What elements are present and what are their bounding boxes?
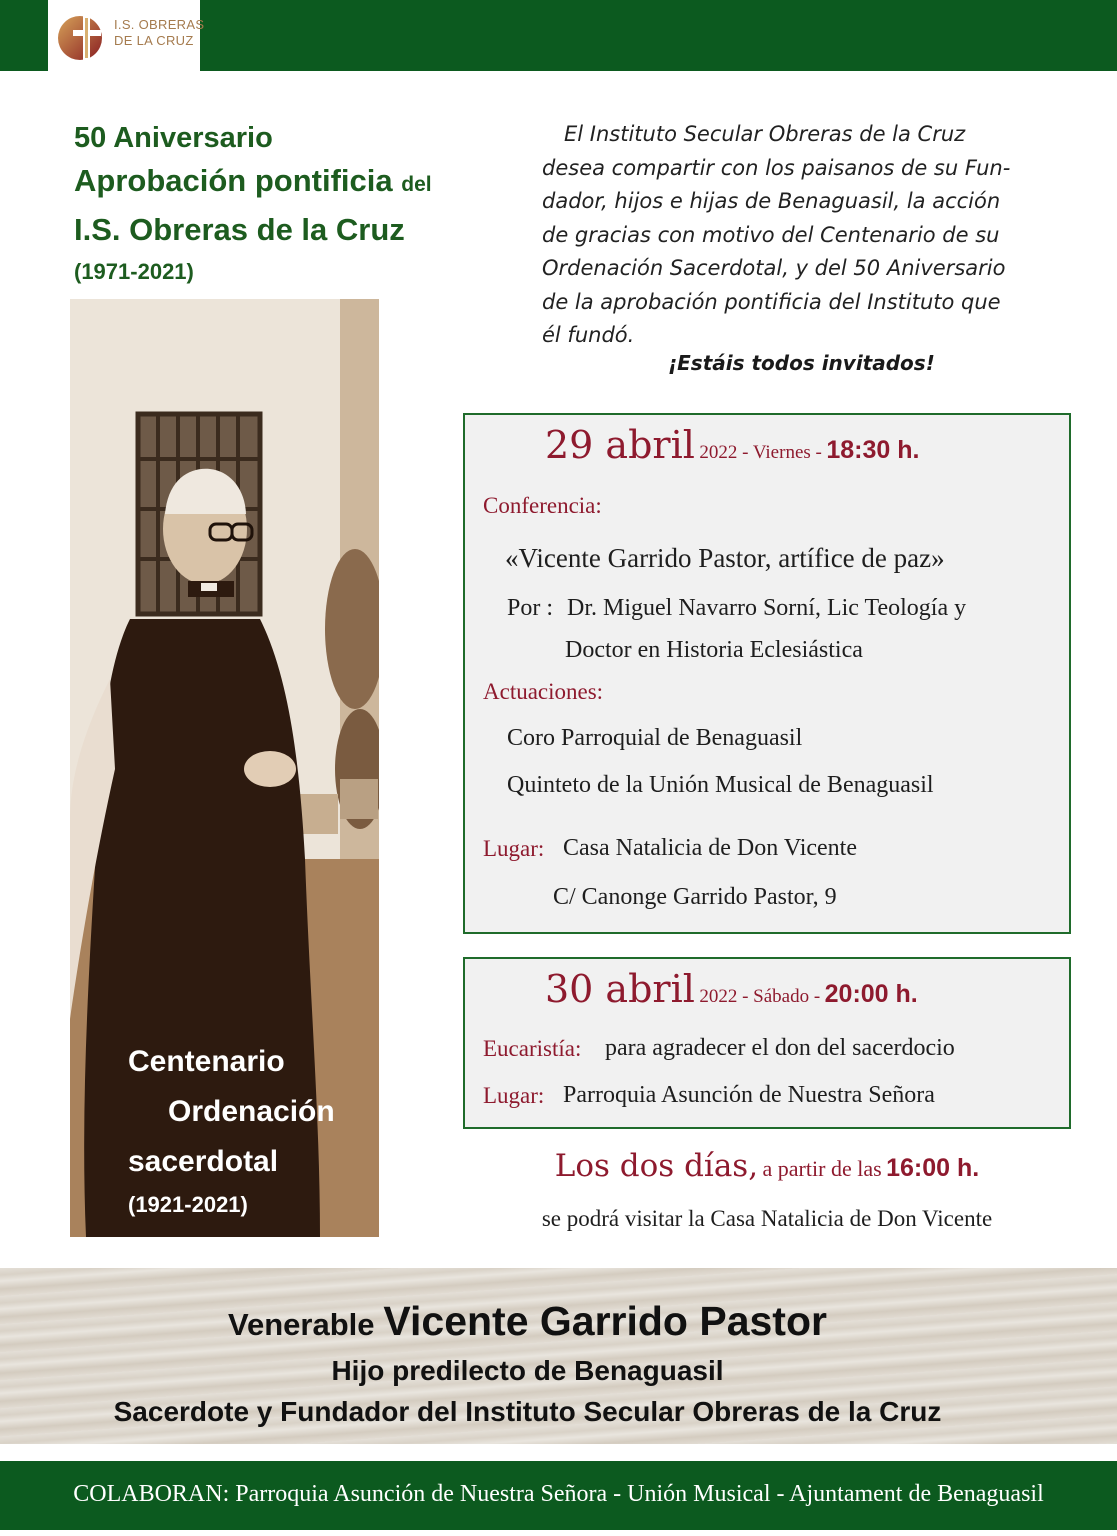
event2-detail: 2022 - Sábado - [699,986,821,1007]
event1-time: 18:30 h. [826,436,920,464]
logo-text [114,17,204,49]
conference-label: Conferencia: [483,493,602,518]
intro-line: El Instituto Secular Obreras de la Cruz [564,122,966,146]
heading-line-3: I.S. Obreras de la Cruz [74,212,405,247]
intro-line: desea compartir con los paisanos de su Fun- [542,155,1011,180]
cross-logo-icon [54,8,110,64]
event2-date-line [545,967,918,1011]
venerable-name: Vicente Garrido Pastor [383,1298,827,1344]
event1-detail: 2022 - Viernes - [699,442,822,463]
performance-1: Coro Parroquial de Benaguasil [507,725,803,751]
collaborators-text: COLABORAN: Parroquia Asunción de Nuestra Señora - Unión Musical - Ajuntament de Benaguasil [73,1481,1044,1507]
venerable-title [0,1298,1055,1345]
event-box-april-30 [463,957,1071,1129]
speaker-label: Por : [507,595,554,621]
visit-text: se podrá visitar la Casa Natalicia de Don Vicente [541,1206,993,1231]
heading-line-2-small: del [401,173,432,196]
intro-line: de gracias con motivo del Centenario de su [542,222,1000,247]
performances-label: Actuaciones: [483,679,604,704]
both-days-time: 16:00 h. [886,1154,980,1182]
logo [48,0,205,71]
performance-2: Quinteto de la Unión Musical de Benaguasil [507,772,934,798]
centenary-caption [128,1037,335,1223]
heading-years: (1971-2021) [74,259,194,284]
eucharist-text: para agradecer el don del sacerdocio [605,1035,955,1061]
logo-line-1: I.S. OBRERAS [114,17,205,32]
caption-line-2: Ordenación [168,1095,335,1128]
heading-line-2-main: Aprobación pontificia [74,163,393,198]
event1-date-line [545,423,919,467]
venerable-prefix: Venerable [228,1307,375,1342]
heading-line-2 [74,158,432,208]
both-days-small: a partir de las [762,1156,882,1181]
event2-time: 20:00 h. [824,980,918,1008]
both-days-big: Los dos días, [554,1148,759,1184]
anniversary-heading [74,118,432,292]
caption-line-3: sacerdotal [128,1145,279,1178]
intro-paragraph [542,118,1072,353]
event2-place-label: Lugar: [483,1083,545,1108]
speaker-line-1: Dr. Miguel Navarro Sorní, Lic Teología y [567,595,967,621]
heading-line-1: 50 Aniversario [74,122,273,154]
intro-line: de la aprobación pontificia del Instituto que [542,289,1001,314]
intro-line: dador, hijos e hijas de Benaguasil, la acción [542,189,1001,213]
event2-date: 30 abril [545,967,695,1011]
both-days-line [463,1148,1071,1184]
event1-place-2: C/ Canonge Garrido Pastor, 9 [553,884,837,910]
venerable-line-3: Sacerdote y Fundador del Instituto Secular Obreras de la Cruz [113,1396,942,1427]
event1-place-label: Lugar: [483,836,545,861]
invite-text: ¡Estáis todos invitados! [668,351,935,375]
event1-place-1: Casa Natalicia de Don Vicente [563,835,857,861]
event-box-april-29 [463,413,1071,934]
caption-years: (1921-2021) [128,1192,248,1217]
intro-line: Ordenación Sacerdotal, y del 50 Aniversario [542,256,1006,280]
event1-date: 29 abril [545,423,695,467]
event2-place: Parroquia Asunción de Nuestra Señora [563,1082,935,1108]
eucharist-label: Eucaristía: [483,1036,582,1061]
intro-line: él fundó. [542,323,635,347]
speaker-line-2: Doctor en Historia Eclesiástica [565,637,863,663]
logo-line-2: DE LA CRUZ [114,33,194,48]
venerable-line-2: Hijo predilecto de Benaguasil [331,1355,724,1386]
caption-line-1: Centenario [128,1045,285,1078]
conference-title: «Vicente Garrido Pastor, artífice de paz» [505,543,945,573]
